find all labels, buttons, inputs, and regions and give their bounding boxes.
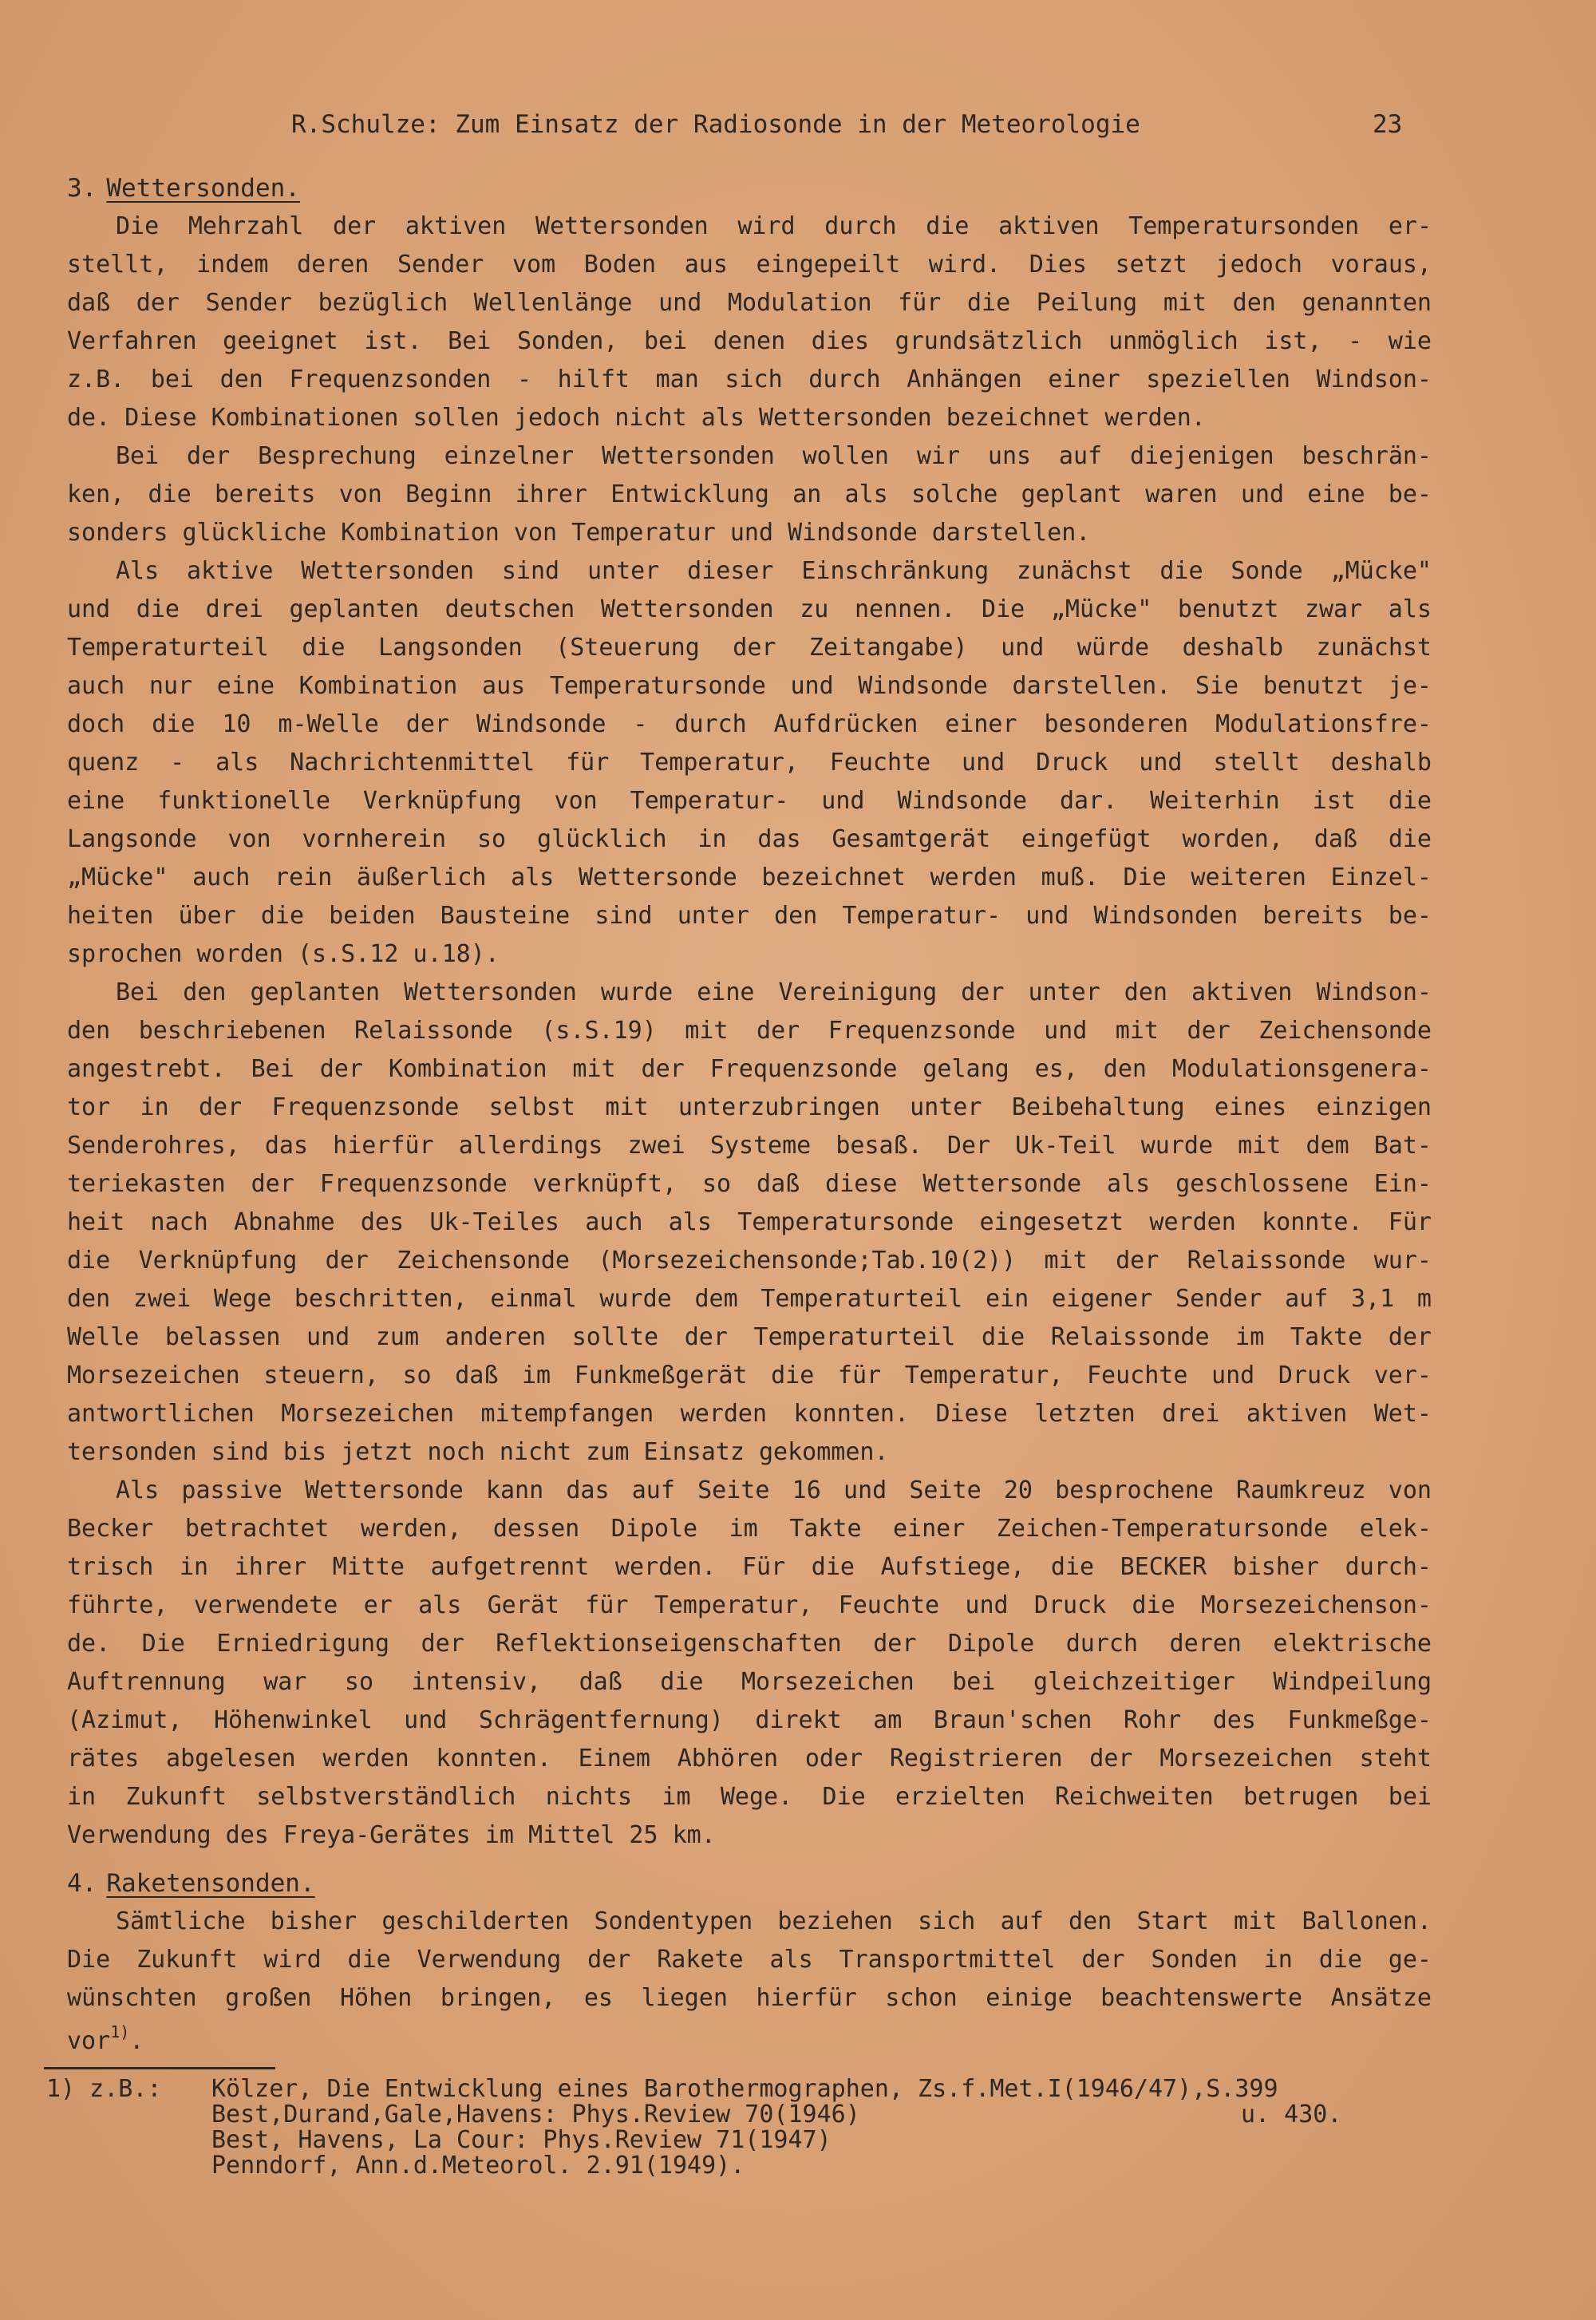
text-line: tersonden sind bis jetzt noch nicht zum Einsatz gekommen.: [67, 1438, 889, 1466]
text-line: antwortlichen Morsezeichen mitempfangen werden konnten. Diese letzten drei aktiven Wet-: [67, 1400, 1432, 1428]
text-line: stellt, indem deren Sender vom Boden aus eingepeilt wird. Dies setzt jedoch voraus,: [67, 251, 1432, 279]
text-line: daß der Sender bezüglich Wellenlänge und Modulation für die Peilung mit den genannten: [67, 289, 1432, 317]
text-line: eine funktionelle Verknüpfung von Temperatur- und Windsonde dar. Weiterhin ist die: [67, 787, 1432, 815]
footnote-page-ref: u. 430.: [1241, 2101, 1342, 2128]
text-line: Sämtliche bisher geschilderten Sondentypen beziehen sich auf den Start mit Ballonen.: [116, 1907, 1432, 1935]
text-line: Welle belassen und zum anderen sollte der Temperaturteil die Relaissonde im Takte der: [67, 1323, 1432, 1351]
section-3-title: Wettersonden.: [106, 174, 300, 203]
footnote-separator: [44, 2067, 275, 2069]
text-line: heit nach Abnahme des Uk-Teiles auch als Temperatursonde eingesetzt werden konnte. Für: [67, 1208, 1432, 1236]
section-4-title: Raketensonden.: [106, 1869, 315, 1898]
footnote-reference: 1): [110, 2022, 130, 2041]
text-line: z.B. bei den Frequenzsonden - hilft man sich durch Anhängen einer speziellen Windson-: [67, 366, 1432, 393]
running-header: [291, 110, 1404, 142]
text-line: die Verknüpfung der Zeichensonde (Morsezeichensonde;Tab.10(2)) mit der Relaissonde wur-: [67, 1247, 1432, 1275]
text-line: tor in der Frequenzsonde selbst mit unterzubringen unter Beibehaltung eines einzigen: [67, 1093, 1432, 1121]
text-line: (Azimut, Höhenwinkel und Schrägentfernung) direkt am Braun'schen Rohr des Funkmeßge-: [67, 1706, 1432, 1734]
text-line: und die drei geplanten deutschen Wettersonden zu nennen. Die „Mücke" benutzt zwar als: [67, 595, 1432, 623]
text-line: Senderohres, das hierfür allerdings zwei Systeme besaß. Der Uk-Teil wurde mit dem Bat-: [67, 1132, 1432, 1160]
text-line: wünschten großen Höhen bringen, es liegen hierfür schon einige beachtenswerte Ansätze: [67, 1984, 1432, 2012]
footnote-marker: 1) z.B.:: [46, 2075, 162, 2103]
text-line: heiten über die beiden Bausteine sind unter den Temperatur- und Windsonden bereits be-: [67, 902, 1432, 930]
text-line: Verwendung des Freya-Gerätes im Mittel 25 km.: [67, 1821, 716, 1849]
section-4-heading: [67, 1869, 315, 1898]
text-line: Als passive Wettersonde kann das auf Seite 16 und Seite 20 besprochene Raumkreuz von: [116, 1476, 1432, 1504]
text-line: sonders glückliche Kombination von Temperatur und Windsonde darstellen.: [67, 519, 1091, 547]
text-line: trisch in ihrer Mitte aufgetrennt werden. Für die Aufstiege, die BECKER bisher durch-: [67, 1553, 1432, 1581]
text-line: ken, die bereits von Beginn ihrer Entwicklung an als solche geplant waren und eine be-: [67, 480, 1432, 508]
text-line-with-footnote-ref: [67, 2022, 1432, 2054]
header-title: R.Schulze: Zum Einsatz der Radiosonde in der Meteorologie: [291, 110, 1140, 139]
text-line: den beschriebenen Relaissonde (s.S.19) mit der Frequenzsonde und mit der Zeichensonde: [67, 1017, 1432, 1045]
text-line: auch nur eine Kombination aus Temperatursonde und Windsonde darstellen. Sie benutzt je-: [67, 672, 1432, 700]
text-line: Die Zukunft wird die Verwendung der Rakete als Transportmittel der Sonden in die ge-: [67, 1946, 1432, 1974]
text-line: Langsonde von vornherein so glücklich in das Gesamtgerät eingefügt worden, daß die: [67, 825, 1432, 853]
text-line: führte, verwendete er als Gerät für Temperatur, Feuchte und Druck die Morsezeichenson-: [67, 1591, 1432, 1619]
text-line: den zwei Wege beschritten, einmal wurde dem Temperaturteil ein eigener Sender auf 3,1 m: [67, 1285, 1432, 1313]
footnote-line: Kölzer, Die Entwicklung eines Barothermographen, Zs.f.Met.I(1946/47),S.399: [211, 2075, 1278, 2103]
text-line: Temperaturteil die Langsonden (Steuerung der Zeitangabe) und würde deshalb zunächst: [67, 634, 1432, 662]
text-line: Morsezeichen steuern, so daß im Funkmeßgerät die für Temperatur, Feuchte und Druck ver-: [67, 1362, 1432, 1389]
text-line: quenz - als Nachrichtenmittel für Temperatur, Feuchte und Druck und stellt deshalb: [67, 749, 1432, 777]
text-line: sprochen worden (s.S.12 u.18).: [67, 940, 500, 968]
text-line: Bei der Besprechung einzelner Wettersonden wollen wir uns auf diejenigen beschrän-: [116, 442, 1432, 470]
text-line: Als aktive Wettersonden sind unter dieser Einschränkung zunächst die Sonde „Mücke": [116, 557, 1432, 585]
text-line: Becker betrachtet werden, dessen Dipole im Takte einer Zeichen-Temperatursonde elek-: [67, 1515, 1432, 1543]
text-line: doch die 10 m-Welle der Windsonde - durch Aufdrücken einer besonderen Modulationsfre-: [67, 710, 1432, 738]
footnote-line: Best,Durand,Gale,Havens: Phys.Review 70(1946): [211, 2101, 860, 2128]
text-fragment: .: [129, 2027, 144, 2055]
text-line: Verfahren geeignet ist. Bei Sonden, bei denen dies grundsätzlich unmöglich ist, - wie: [67, 327, 1432, 355]
text-line: „Mücke" auch rein äußerlich als Wettersonde bezeichnet werden muß. Die weiteren Einzel-: [67, 864, 1432, 891]
text-line: angestrebt. Bei der Kombination mit der Frequenzsonde gelang es, den Modulationsgenera-: [67, 1055, 1432, 1083]
text-line: de. Die Erniedrigung der Reflektionseigenschaften der Dipole durch deren elektrische: [67, 1630, 1432, 1658]
text-line: teriekasten der Frequenzsonde verknüpft, so daß diese Wettersonde als geschlossene Ein-: [67, 1170, 1432, 1198]
footnote-line: Best, Havens, La Cour: Phys.Review 71(1947): [211, 2126, 832, 2154]
section-4-number: 4.: [67, 1869, 97, 1898]
section-3-heading: [67, 174, 300, 203]
text-line: Die Mehrzahl der aktiven Wettersonden wird durch die aktiven Temperatursonden er-: [116, 212, 1432, 240]
text-line: de. Diese Kombinationen sollen jedoch nicht als Wettersonden bezeichnet werden.: [67, 404, 1206, 432]
section-3-number: 3.: [67, 174, 97, 203]
text-line: in Zukunft selbstverständlich nichts im Wege. Die erzielten Reichweiten betrugen bei: [67, 1783, 1432, 1811]
text-line: rätes abgelesen werden konnten. Einem Abhören oder Registrieren der Morsezeichen steht: [67, 1745, 1432, 1773]
footnote-line: Penndorf, Ann.d.Meteorol. 2.91(1949).: [211, 2152, 745, 2180]
text-fragment: vor: [67, 2027, 111, 2055]
text-line: Bei den geplanten Wettersonden wurde eine Vereinigung der unter den aktiven Windson-: [116, 978, 1432, 1006]
text-line: Auftrennung war so intensiv, daß die Morsezeichen bei gleichzeitiger Windpeilung: [67, 1668, 1432, 1696]
page-number: 23: [1373, 110, 1403, 139]
